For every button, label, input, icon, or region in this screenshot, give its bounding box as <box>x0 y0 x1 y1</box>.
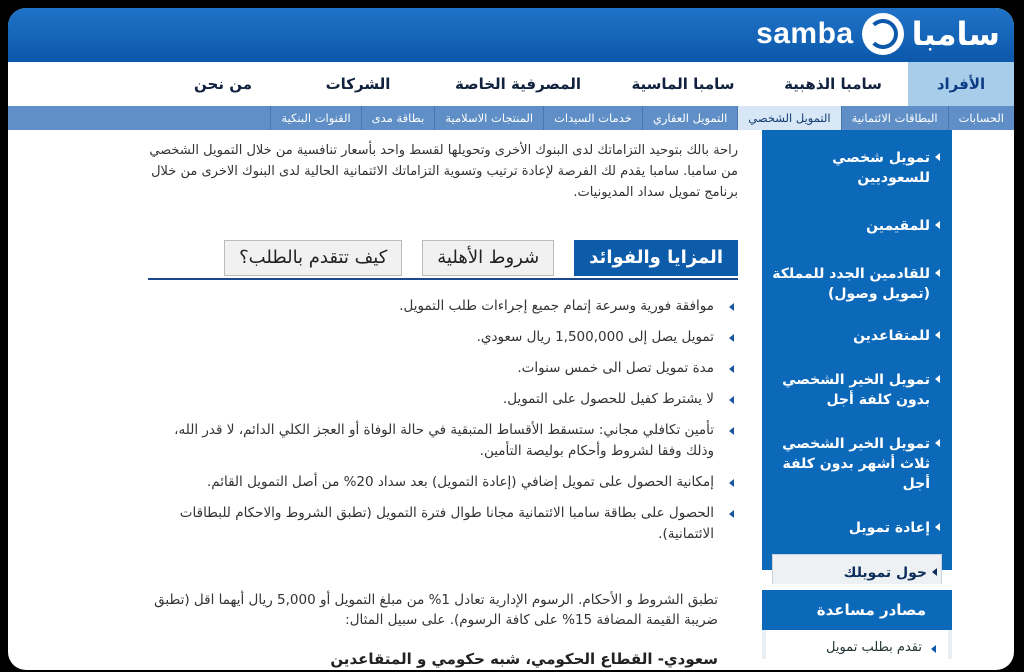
list-item: مدة تمويل تصل الى خمس سنوات. <box>148 358 738 379</box>
list-item: تمويل يصل إلى 1,500,000 ريال سعودي. <box>148 327 738 348</box>
samba-logo[interactable] <box>756 14 1000 54</box>
bullet-icon <box>729 334 734 342</box>
sub-nav <box>8 106 1014 130</box>
personal-finance-sidebar <box>762 130 952 581</box>
tab-benefits[interactable]: المزايا والفوائد <box>574 240 738 276</box>
sub-nav-islamic-products[interactable]: المنتجات الاسلامية <box>434 106 543 130</box>
sidebar-item-alkhair[interactable]: تمويل الخير الشخصي بدون كلفة أجل <box>762 362 952 418</box>
main-nav-private-banking[interactable]: المصرفية الخاصة <box>455 75 582 93</box>
sub-nav-personal-finance[interactable]: التمويل الشخصي <box>737 106 840 130</box>
segment-heading: سعودي- القطاع الحكومي، شبه حكومي و المتقاعدين <box>330 650 718 668</box>
browser-frame <box>8 8 1014 670</box>
sidebar-item-refinance[interactable]: إعادة تمويل <box>762 510 952 546</box>
arrow-left-icon <box>931 645 936 653</box>
bullet-icon <box>729 396 734 404</box>
sidebar-item-retirees[interactable]: للمتقاعدين <box>762 318 952 354</box>
bullet-icon <box>729 479 734 487</box>
main-nav <box>8 62 1014 107</box>
sidebar-item-residents[interactable]: للمقيمين <box>762 208 952 244</box>
site-header <box>8 8 1014 62</box>
sidebar-item-newcomers[interactable]: للقادمين الجدد للمملكة (تمويل وصول) <box>762 256 952 312</box>
sidebar-item-saudis[interactable]: تمويل شخصي للسعوديين <box>762 140 952 196</box>
sub-nav-accounts[interactable]: الحسابات <box>948 106 1014 130</box>
help-resources <box>762 584 952 670</box>
help-resources-title: مصادر مساعدة <box>762 584 952 630</box>
arrow-left-icon <box>935 153 940 161</box>
arrow-left-icon <box>935 331 940 339</box>
arrow-left-icon <box>935 221 940 229</box>
list-item: موافقة فورية وسرعة إتمام جميع إجراءات طلب التمويل. <box>148 296 738 317</box>
sidebar-item-alkhair-three-months[interactable]: تمويل الخير الشخصي ثلاث أشهر بدون كلفة أجل <box>762 426 952 502</box>
logo-latin: samba <box>756 17 854 50</box>
tab-eligibility[interactable]: شروط الأهلية <box>422 240 554 276</box>
benefits-list <box>148 296 738 555</box>
main-nav-about-us[interactable]: من نحن <box>194 75 252 93</box>
samba-mark-icon <box>862 13 904 55</box>
main-nav-samba-gold[interactable]: سامبا الذهبية <box>784 75 882 93</box>
help-item-apply-finance[interactable]: تقدم بطلب تمويل <box>762 630 952 659</box>
fees-text: تطبق الشروط و الأحكام. الرسوم الإدارية تعادل 1% من مبلغ التمويل أو 5,000 ريال أيهما اقل (تطبق ضريبة القيمة المضافة 15% على كافة الرسوم). على سبيل المثال: <box>154 592 718 628</box>
list-item: تأمين تكافلي مجاني: ستسقط الأقساط المتبقية في حالة الوفاة أو العجز الكلي الدائم، لا قدر الله، وذلك وفقا لشروط وأحكام بوليصة التأمين. <box>148 420 738 462</box>
intro-text: راحة بالك بتوحيد التزاماتك لدى البنوك الأخرى وتحويلها لقسط واحد بأسعار تنافسية من خلال التمويل الشخصي من سامبا. سامبا يقدم لك الفرصة لإعادة ترتيب وتسوية التزاماتك الائتمانية الحالية لدى البنوك الاخرى من خلال برنامج تمويل سداد المديونيات. <box>149 143 738 200</box>
sub-nav-banking-channels[interactable]: القنوات البنكية <box>270 106 360 130</box>
arrow-left-icon <box>932 568 937 576</box>
bullet-icon <box>729 303 734 311</box>
main-nav-samba-diamond[interactable]: سامبا الماسية <box>631 75 735 93</box>
main-nav-corporate[interactable]: الشركات <box>325 75 391 93</box>
arrow-left-icon <box>935 269 940 277</box>
list-item: الحصول على بطاقة سامبا الائتمانية مجانا طوال فترة التمويل (تطبق الشروط والاحكام للبطاقات الائتمانية). <box>148 503 738 545</box>
arrow-left-icon <box>935 523 940 531</box>
sidebar-item-transfer-finance[interactable]: حول تمويلك <box>772 554 942 612</box>
bullet-icon <box>729 365 734 373</box>
main-nav-individuals[interactable]: الأفراد <box>908 62 1014 106</box>
arrow-left-icon <box>935 375 940 383</box>
list-item: إمكانية الحصول على تمويل إضافي (إعادة التمويل) بعد سداد 20% من أصل التمويل القائم. <box>148 472 738 493</box>
logo-arabic: سامبا <box>911 15 1000 53</box>
content-tabs <box>148 240 738 280</box>
bullet-icon <box>729 510 734 518</box>
arrow-left-icon <box>935 439 940 447</box>
sub-nav-mada-card[interactable]: بطاقة مدى <box>361 106 435 130</box>
sub-nav-real-estate-finance[interactable]: التمويل العقاري <box>642 106 737 130</box>
sub-nav-credit-cards[interactable]: البطاقات الائتمانية <box>841 106 948 130</box>
sub-nav-ladies-services[interactable]: خدمات السيدات <box>543 106 642 130</box>
bullet-icon <box>729 427 734 435</box>
tab-how-to-apply[interactable]: كيف تتقدم بالطلب؟ <box>224 240 402 276</box>
list-item: لا يشترط كفيل للحصول على التمويل. <box>148 389 738 410</box>
